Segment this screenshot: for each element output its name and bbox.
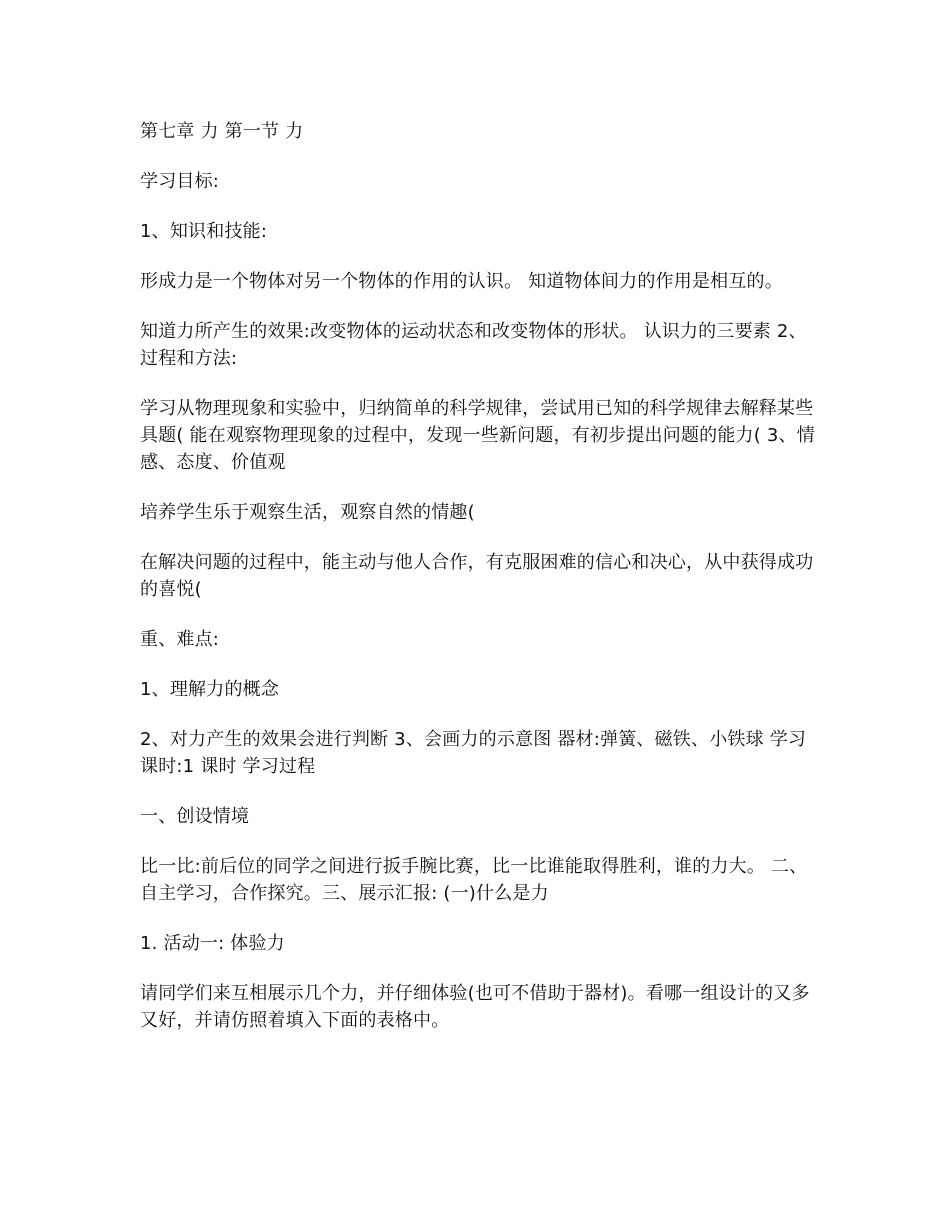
- list-item-concept: 1、理解力的概念: [140, 679, 280, 700]
- paragraph-cooperation: 在解决问题的过程中，能主动与他人合作，有克服困难的信心和决心，从中获得成功的喜悦(: [140, 552, 814, 600]
- paragraph-process-method: 学习从物理现象和实验中，归纳简单的科学规律，尝试用已知的科学规律去解释某些具题( 能在观察物理现象的过程中，发现一些新问题，有初步提出问题的能力( 3、情感、态度、价值观: [140, 398, 815, 473]
- subheading-knowledge-skills: 1、知识和技能:: [140, 221, 268, 242]
- chapter-title: 第七章 力 第一节 力: [140, 121, 304, 142]
- list-item-judgement: 2、对力产生的效果会进行判断 3、会画力的示意图 器材:弹簧、磁铁、小铁球 学习课时:1 课时 学习过程: [140, 729, 807, 777]
- paragraph-competition: 比一比:前后位的同学之间进行扳手腕比赛，比一比谁能取得胜利，谁的力大。 二、 自主学习，合作探究。三、展示汇报: (一)什么是力: [140, 856, 808, 904]
- paragraph-force-effects: 知道力所产生的效果:改变物体的运动状态和改变物体的形状。 认识力的三要素 2、过程和方法:: [140, 321, 807, 369]
- paragraph-activity-instructions: 请同学们来互相展示几个力，并仔细体验(也可不借助于器材)。看哪一组设计的又多又好，并请仿照着填入下面的表格中。: [140, 983, 810, 1031]
- activity-heading: 1. 活动一: 体验力: [140, 933, 285, 954]
- section-heading-goals: 学习目标:: [140, 171, 220, 192]
- paragraph-force-definition: 形成力是一个物体对另一个物体的作用的认识。 知道物体间力的作用是相互的。: [140, 271, 783, 292]
- section-heading-key-points: 重、难点:: [140, 629, 220, 650]
- paragraph-interest: 培养学生乐于观察生活，观察自然的情趣(: [140, 502, 475, 523]
- section-heading-scenario: 一、创设情境: [140, 806, 250, 827]
- document-body: [140, 118, 815, 1057]
